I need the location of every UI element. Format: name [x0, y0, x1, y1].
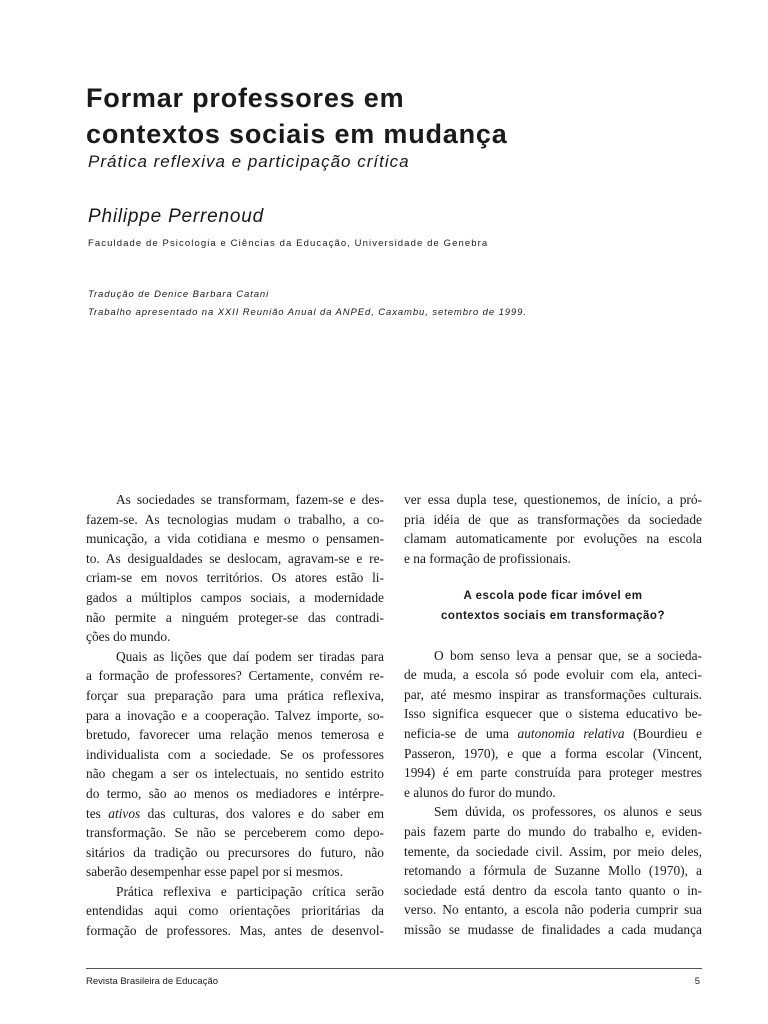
paragraph-line: par, até mesmo inspirar as transformações culturais.: [404, 686, 702, 702]
paragraph-line: Sem dúvida, os professores, os alunos e seus: [434, 804, 702, 820]
journal-name: Revista Brasileira de Educação: [86, 976, 219, 987]
paragraph-line: criam-se em novos territórios. Os atores estão li-: [86, 570, 384, 586]
credits-block: [88, 286, 728, 322]
title-line-2: contextos sociais em mudança: [86, 119, 508, 149]
paragraph-line: individualista com a sociedade. Se os professores: [86, 746, 384, 762]
paragraph-line: e alunos do furor do mundo.: [404, 784, 556, 800]
translation-credit: Tradução de Denice Barbara Catani: [88, 289, 270, 300]
section-heading-line-2: contextos sociais em transformação?: [441, 609, 665, 622]
paragraph-line: e na formação de profissionais.: [404, 550, 571, 566]
author-affiliation: Faculdade de Psicologia e Ciências da Educação, Universidade de Genebra: [88, 238, 489, 249]
paragraph-line: O bom senso leva a pensar que, se a socieda-: [434, 647, 702, 663]
paragraph-line: pria idéia de que as transformações da sociedade: [404, 511, 702, 527]
page-number: 5: [694, 976, 700, 987]
body-column-left: [86, 490, 384, 941]
paragraph-line: forçar sua preparação para uma prática reflexiva,: [86, 687, 384, 703]
italic-term: autonomia relativa: [517, 725, 625, 741]
section-heading-line-1: A escola pode ficar imóvel em: [463, 590, 643, 603]
paragraph-line: pais fazem parte do mundo do trabalho e, eviden-: [404, 823, 702, 839]
paragraph-line: ções do mundo.: [86, 629, 171, 645]
paragraph-line: transformação. Se não se perceberem como depo-: [86, 825, 384, 841]
paragraph-line: de muda, a escola só pode evoluir com ela, anteci-: [404, 667, 702, 683]
footer-divider: [86, 968, 702, 969]
paragraph-line: to. As desigualdades se deslocam, agravam-se e re-: [86, 550, 384, 566]
paragraph-line: verso. No entanto, a escola não poderia cumprir sua: [404, 902, 702, 918]
author-name: Philippe Perrenoud: [88, 206, 265, 227]
paragraph-line: Passeron, 1970), e que a forma escolar (Vincent,: [404, 745, 702, 761]
paragraph-line: municação, a vida cotidiana e mesmo o pensamen-: [86, 531, 384, 547]
title-line-1: Formar professores em: [86, 83, 405, 113]
section-heading: [404, 587, 702, 626]
paragraph-line: missão se mudasse de finalidades a cada mudança: [404, 921, 702, 937]
italic-term: ativos: [108, 805, 141, 821]
paragraph-line: bretudo, favorecer uma relação menos temerosa e: [86, 727, 384, 743]
line-prefix: tes: [86, 805, 101, 821]
paragraph-line: sitários da tradição ou precursores do futuro, não: [86, 844, 384, 860]
paragraph-line: do termo, são ao menos os mediadores e intérpre-: [86, 785, 384, 801]
paragraph-line: sociedade está dentro da escola tanto quanto o in-: [404, 882, 702, 898]
paragraph-line: entendidas aqui como orientações prioritárias da: [86, 903, 384, 919]
paragraph-line: Isso significa esquecer que o sistema educativo be-: [404, 706, 702, 722]
paragraph-line: não permite a ninguém proteger-se das contradi-: [86, 609, 384, 625]
paragraph-line: Prática reflexiva e participação crítica serão: [116, 883, 384, 899]
paragraph-line: ver essa dupla tese, questionemos, de início, a pró-: [404, 492, 702, 507]
paragraph-line: [86, 804, 384, 824]
paragraph-line: a formação de professores? Certamente, convém re-: [86, 668, 384, 684]
paragraph-line: para a inovação e a cooperação. Talvez importe, so-: [86, 707, 384, 723]
paragraph-line: não chegam a ser os intelectuais, no sentido estrito: [86, 766, 384, 782]
paragraph-line: fazem-se. As tecnologias mudam o trabalho, a co-: [86, 511, 384, 527]
paragraph-line: retomando a fórmula de Suzanne Mollo (1970), a: [404, 863, 702, 879]
paragraph-line: 1994) é em parte construída para proteger mestres: [404, 765, 702, 781]
paragraph-line: saberão desempenhar esse papel por si mesmos.: [86, 864, 343, 880]
paragraph-line: clamam automaticamente por evoluções na escola: [404, 531, 702, 547]
body-column-right: [404, 490, 702, 939]
line-rest: (Bourdieu e: [633, 725, 702, 741]
paragraph-line: formação de professores. Mas, antes de desenvol-: [86, 923, 384, 939]
article-subtitle: Prática reflexiva e participação crítica: [88, 152, 410, 171]
line-rest: das culturas, dos valores e do saber em: [147, 805, 384, 821]
paragraph-line: As sociedades se transformam, fazem-se e des-: [116, 492, 384, 507]
paragraph-line: temente, da sociedade civil. Assim, por meio deles,: [404, 843, 702, 859]
line-prefix: neficia-se de uma: [404, 725, 509, 741]
presentation-note: Trabalho apresentado na XXII Reunião Anual da ANPEd, Caxambu, setembro de 1999.: [88, 307, 527, 318]
paragraph-line: [404, 724, 702, 744]
article-title: [86, 80, 706, 152]
paragraph-line: Quais as lições que daí podem ser tiradas para: [116, 648, 384, 664]
paragraph-line: gados a múltiplos campos sociais, a modernidade: [86, 589, 384, 605]
